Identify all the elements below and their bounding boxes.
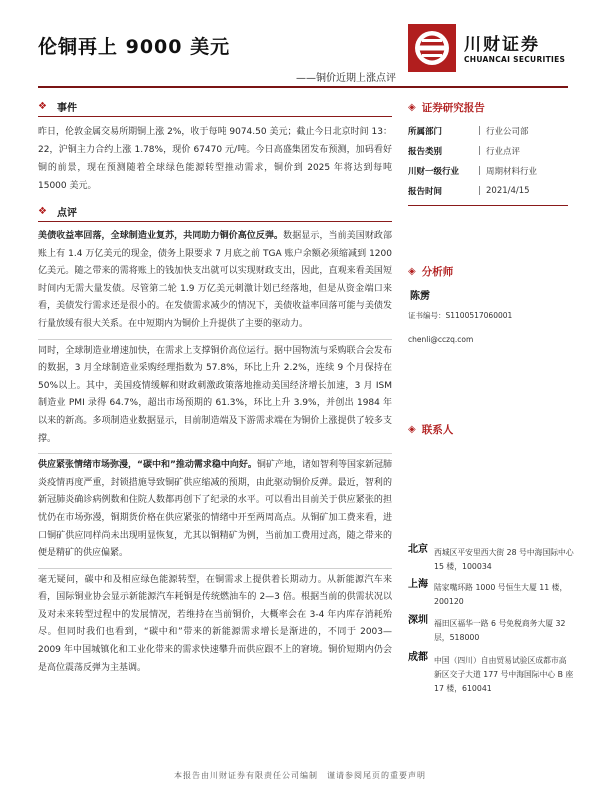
office-city: 深圳 [408,615,428,626]
office-city: 北京 [408,544,428,555]
diamond-icon: ❖ [38,100,47,112]
info-row: 报告时间 | 2021/4/15 [408,186,530,197]
sidebar [408,100,568,437]
info-value: 周期材料行业 [486,167,538,177]
diamond-icon: ◈ [408,424,416,435]
paragraph-divider [38,568,392,569]
analyst-email[interactable]: chenli@cczq.com [408,335,474,344]
chuancai-logo-icon [408,24,456,72]
paragraph-1-body: 数据显示，当前美国财政部账上有 1.4 万亿美元的现金，债务上限要求 7 月底之前 TGA 账户余额必须缩减到 1200 亿美元。随之带来的需将账上的钱加快支出就可以实现财政支出，因此，直观来看美国短时间内无需大量发债。尽管第二轮 1.9 万亿美元刺激计划已经落地，但是从资金端口来看，美债发行需求还是很小的。在发债需求减少的情况下，美债收益率回落可能与美债发行量放缓有很大关系。在中短期内为铜价上升提供了主要的驱动力。 [38,231,392,329]
page-footer: 本报告由川财证券有限责任公司编制 谨请参阅尾页的重要声明 [174,771,426,780]
office-shenzhen [408,611,578,645]
analyst-heading [408,264,568,279]
office-address: 中国（四川）自由贸易试验区成都市高新区交子大道 177 号中海国际中心 B 座 17 楼，610041 [434,656,574,693]
logo-english-name: CHUANCAI SECURITIES [464,55,566,64]
info-key: 报告时间 [408,187,443,197]
report-info-heading-text: 证券研究报告 [421,102,485,114]
office-address: 西城区平安里西大街 28 号中海国际中心 15 楼，100034 [434,548,574,571]
info-value: 2021/4/15 [486,186,530,196]
header-divider [38,86,568,88]
diamond-icon: ◈ [408,102,416,113]
analyst-heading-text: 分析师 [421,266,454,278]
office-address: 陆家嘴环路 1000 号恒生大厦 11 楼，200120 [434,583,568,606]
office-beijing [408,540,578,574]
paragraph-divider [38,453,392,454]
event-paragraph: 昨日，伦敦金属交易所期铜上涨 2%，收于每吨 9074.50 美元；截止今日北京时间 13：22，沪铜主力合约上涨 1.78%，现价 67470 元/吨。今日高盛集团发布预测，加码看好铜的前景，现在预测随着全球绿色能源转型推动需求，铜价到 2025 年将达到每吨 15000 美元。 [38,127,392,191]
info-value: 行业点评 [486,147,521,157]
info-row: 所属部门 | 行业公司部 [408,126,529,137]
analyst-name: 陈雳 [410,291,430,302]
office-city: 成都 [408,652,428,663]
info-row: 川财一级行业 | 周期材料行业 [408,166,538,177]
info-key: 川财一级行业 [408,167,460,177]
report-info-heading [408,100,568,115]
comment-section-heading [38,203,392,219]
contact-heading [408,422,568,437]
logo-chinese-name: 川财证券 [464,35,540,55]
report-title: 伦铜再上 9000 美元 [38,36,231,58]
office-shanghai [408,575,578,609]
info-key: 所属部门 [408,127,443,137]
comment-heading-text: 点评 [56,207,77,219]
event-section-heading [38,98,392,114]
contact-heading-text: 联系人 [421,424,454,436]
comment-paragraph-2: 同时，全球制造业增速加快，在需求上支撑铜价高位运行。据中国物流与采购联合会发布的数据，3 月全球制造业采购经理指数为 57.8%，环比上升 2.2%，连续 9 个月保持在 50%以上。其中，美国疫情缓解和财政刺激政策落地推动美国经济增长加速，3 月 ISM 制造业 PMI 录得 64.7%，超出市场预期的 61.3%，环比上升 3.9%，并创出 1984 年以来的新高。多项制造业数据显示，目前制造端及下游需求端在为铜价上涨提供了较多支撑。 [38,345,392,444]
info-key: 报告类别 [408,147,443,157]
section-divider [38,116,392,117]
event-heading-text: 事件 [56,102,77,114]
diamond-icon: ◈ [408,266,416,277]
info-row: 报告类别 | 行业点评 [408,146,521,157]
paragraph-3-body: 铜矿产地，诸如智利等国家新冠肺炎疫情再度严重，封锁措施导致铜矿供应缩减的预期，由此驱动铜价反弹。最近，智利的新冠肺炎确诊病例数和住院人数都再创下了纪录的水平。可以看出目前关于供应紧张的担忧仍在市场弥漫，铜期货价格在供应紧张的情绪中开至两周高点。从铜矿加工费来看，进口铜矿供应同样尚未出现明显恢复，尤其以铜精矿为例，当前加工费用过高，随之带来的便是精矿的供应偏紧。 [38,460,392,559]
office-address: 福田区福华一路 6 号免税商务大厦 32 层，518000 [434,619,566,642]
comment-paragraph-1 [38,228,392,334]
paragraph-1-lead: 美债收益率回落，全球制造业复苏，共同助力铜价高位反弹。 [38,231,284,241]
paragraph-3-lead: 供应紧张情绪市场弥漫，“碳中和”推动需求稳中向好。 [38,460,257,471]
section-divider [38,221,392,222]
company-logo [408,24,568,72]
report-subtitle: ——铜价近期上涨点评 [296,73,396,84]
comment-paragraph-4: 毫无疑问，碳中和及相应绿色能源转型，在铜需求上提供着长期动力。从新能源汽车来看，国际铜业协会显示新能源汽车耗铜是传统燃油车的 2—3 倍。根据当前的供需状况以及对未来转型过程中的发展情况，若维持在当前铜价，大概率会在 3-4 年内库存消耗殆尽。但同时我们也看到，“碳中和”带来的新能源需求增长是渐进的，不同于 2003—2009 年中国城镇化和工业化带来的需求快速攀升而供应跟不上的窘境。铜价短期内仍会是高位震荡反弹为主基调。 [38,574,392,673]
paragraph-divider [38,339,392,340]
report-info-list [408,121,568,201]
office-city: 上海 [408,579,428,590]
diamond-icon: ❖ [38,205,47,217]
main-content [38,98,392,677]
info-value: 行业公司部 [486,127,529,137]
comment-paragraph-3 [38,457,392,563]
office-chengdu [408,648,578,696]
sidebar-divider [408,205,568,206]
analyst-certificate: 证书编号：S1100517060001 [408,311,513,320]
